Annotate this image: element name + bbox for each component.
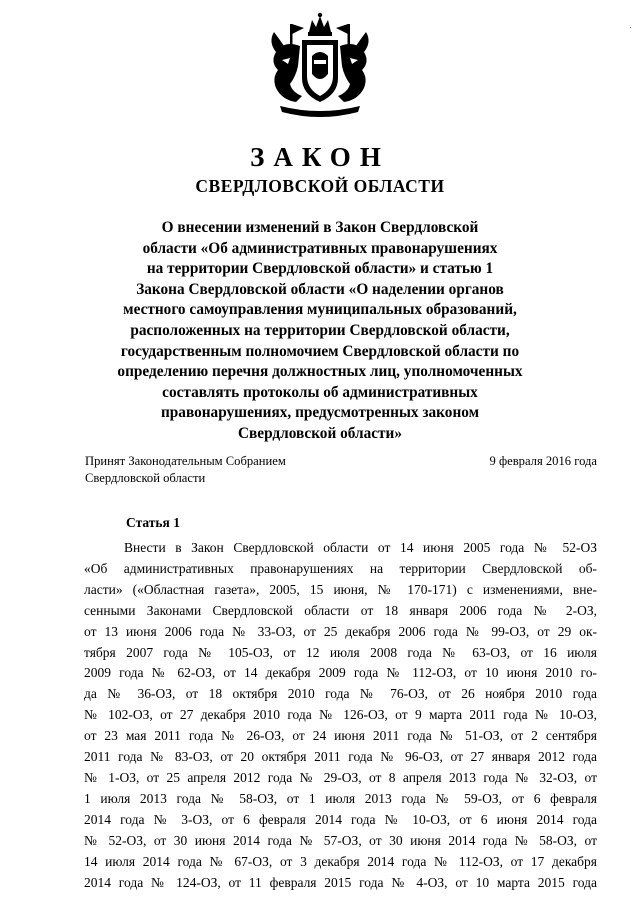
article-title: Статья 1 <box>126 515 180 530</box>
article-line: от 23 мая 2011 года № 26-ОЗ, от 24 июня 2011 года № 51-ОЗ, от 2 сентября <box>84 728 597 744</box>
article-line: тября 2007 года № 105-ОЗ, от 12 июля 2008 года № 63-ОЗ, от 16 июля <box>84 644 597 660</box>
article-line: ласти» («Областная газета», 2005, 15 июня, № 170-171) с изменениями, вне- <box>84 581 597 597</box>
article-line: Внести в Закон Свердловской области от 14 июня 2005 года № 52-ОЗ <box>124 540 597 555</box>
article-line: 2009 года № 62-ОЗ, от 14 декабря 2009 года № 112-ОЗ, от 10 июня 2010 го- <box>84 665 597 681</box>
corner-scan-mark: · <box>629 22 632 32</box>
heading-line: Закона Свердловской области «О наделении органов <box>136 280 504 298</box>
heading-line: правонарушениях, предусмотренных законом <box>160 404 480 422</box>
law-title: ЗАКОН <box>250 142 390 172</box>
adoption-date: 9 февраля 2016 года <box>489 454 597 468</box>
heading-line: составлять протоколы об административных <box>162 383 478 401</box>
article-body <box>84 538 597 893</box>
law-region-title: СВЕРДЛОВСКОЙ ОБЛАСТИ <box>195 176 445 196</box>
heading-line: определению перечня должностных лиц, уполномоченных <box>117 363 523 381</box>
heading-line: государственным полномочием Свердловской области по <box>120 342 520 360</box>
heading-line: местного самоуправления муниципальных образований, <box>123 301 517 319</box>
article-line: от 13 июня 2006 года № 33-ОЗ, от 25 декабря 2006 года № 99-ОЗ, от 29 ок- <box>84 623 597 639</box>
heading-line: на территории Свердловской области» и статью 1 <box>146 260 494 278</box>
heading-line: области «Об административных правонарушениях <box>142 239 498 257</box>
heading-line: О внесении изменений в Закон Свердловской <box>161 219 479 236</box>
article-line: № 102-ОЗ, от 27 декабря 2010 года № 126-ОЗ, от 9 марта 2011 года № 10-ОЗ, <box>84 707 597 723</box>
article-line: 14 июля 2014 года № 67-ОЗ, от 3 декабря 2014 года № 112-ОЗ, от 17 декабря <box>84 853 597 869</box>
adopted-by-line: Принят Законодательным Собранием <box>85 454 286 468</box>
article-line: 1 июля 2013 года № 58-ОЗ, от 1 июля 2013 года № 59-ОЗ, от 6 февраля <box>84 790 597 806</box>
adopted-by-block <box>85 453 286 487</box>
article-line: № 52-ОЗ, от 30 июня 2014 года № 57-ОЗ, от 30 июня 2014 года № 58-ОЗ, от <box>84 832 597 848</box>
article-line: «Об административных правонарушениях на территории Свердловской об- <box>84 560 597 576</box>
article-line: № 1-ОЗ, от 25 апреля 2012 года № 29-ОЗ, от 8 апреля 2013 года № 32-ОЗ, от <box>84 769 597 785</box>
article-line: сенными Законами Свердловской области от 18 января 2006 года № 2-ОЗ, <box>84 602 597 618</box>
heading-line: расположенных на территории Свердловской области, <box>130 321 510 339</box>
heading-line: Свердловской области» <box>237 424 403 442</box>
coat-of-arms-emblem <box>262 12 378 124</box>
article-line: 2014 года № 124-ОЗ, от 11 февраля 2015 года № 4-ОЗ, от 10 марта 2015 года <box>84 874 597 890</box>
adopted-by-line: Свердловской области <box>85 471 206 485</box>
article-line: 2014 года № 3-ОЗ, от 6 февраля 2014 года № 10-ОЗ, от 6 июня 2014 года <box>84 811 597 827</box>
article-line: 2011 года № 83-ОЗ, от 20 октября 2011 года № 96-ОЗ, от 27 января 2012 года <box>84 749 597 765</box>
law-heading <box>74 218 566 445</box>
article-line: да № 36-ОЗ, от 18 октября 2010 года № 76-ОЗ, от 26 ноября 2010 года <box>84 686 597 702</box>
